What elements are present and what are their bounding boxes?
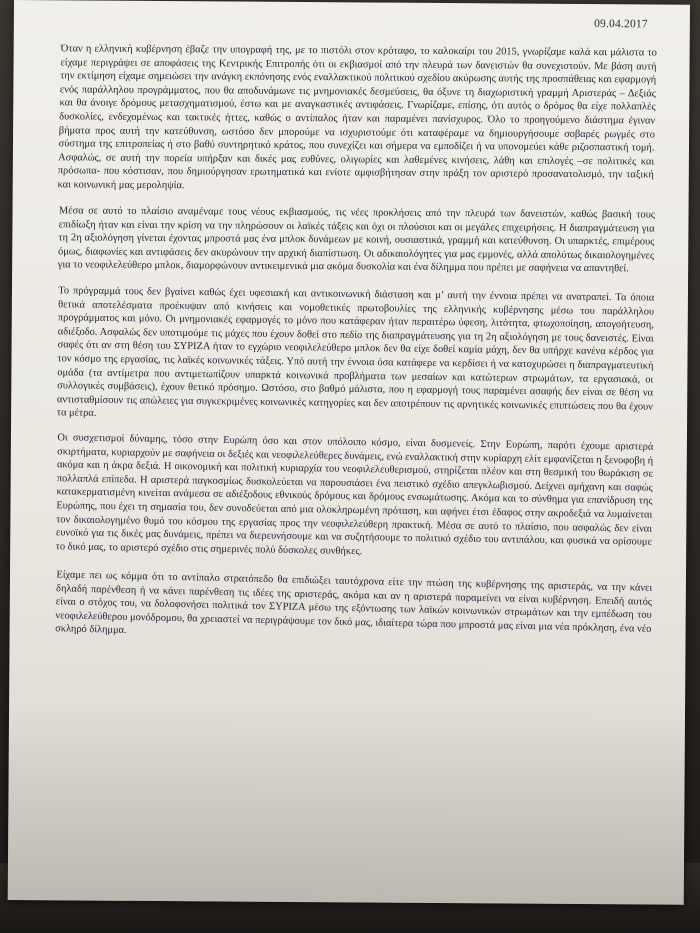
- paper-shadow: [8, 700, 685, 905]
- paragraph-3: Το πρόγραμμά τους δεν βγαίνει καθώς έχει υφεσιακή και αντικοινωνική διάσταση και μ’ αυτή την έννοια πρέπει να ανατραπεί. Τα όποια θετικά αποτελέσματα προέκυψαν από κινήσεις και νομοθετικές πρωτοβουλίες της ελληνικής κυβέρνησης μέσω του παράλληλου προγράμματος και μόνο. Οι μνημονιακές εφαρμογές το μόνο που κατάφεραν ήταν περαιτέρω ύφεση, λιτότητα, φτωχοποίηση, απογοήτευση, αδιέξοδο. Ασφαλώς δεν υποτιμούμε τις μάχες που έχουν δοθεί στο πεδίο της διαπραγμάτευσης για τη 2η αξιολόγηση με τους δανειστές. Είναι σαφές ότι αν στη θέση του ΣΥΡΙΖΑ ήταν το εγχώριο νεοφιλελεύθερο μπλοκ δεν θα είχε δοθεί καμία μάχη, δεν θα υπήρχε κανένα κέρδος για τον κόσμο της εργασίας, τις λαϊκές κοινωνικές τάξεις. Υπό αυτή την έννοια όσα κατάφερε να κερδίσει ή να κατοχυρώσει η διαπραγματευτική ομάδα (τα αντίμετρα που αντιμετωπίζουν υπαρκτά κοινωνικά προβλήματα των μεσαίων και κατώτερων στρωμάτων, τα εργασιακά, οι συλλογικές συμβάσεις), έχουν θετικό πρόσημο. Ωστόσο, στο βαθμό μάλιστα, που η εφαρμογή τους παραμένει ασαφής δεν είναι σε θέση να αντισταθμίσουν τις απώλειες για συγκεκριμένες κοινωνικές κατηγορίες και δεν αποτρέπουν τις αρνητικές κοινωνικές επιπτώσεις που θα έχουν τα μέτρα.: [56, 284, 655, 419]
- document-page: [8, 0, 690, 905]
- paragraph-4: Οι συσχετισμοί δύναμης, τόσο στην Ευρώπη όσο και στον υπόλοιπο κόσμο, είναι δυσμενείς. Στην Ευρώπη, παρότι έχουμε αριστερά σκιρτήματα, κυριαρχούν με σαφήνεια οι δεξιές και νεοφιλελεύθερες δυνάμεις, ενώ εναλλακτική στην κυρίαρχη ελίτ εμφανίζεται η ξενοφοβη ή ακόμα και η άκρα δεξιά. Η οικονομική και πολιτική κυριαρχία του νεοφιλελευθερισμού, στηρίζεται πλέον και στη θεσμική του θωράκιση σε πολλαπλά επίπεδα. Η αριστερά παγκοσμίως δυσκολεύεται να παρουσιάσει ένα πειστικό σχέδιο απεγκλωβισμού. Δείχνει αμήχανη και σαφώς κατακερματισμένη κινείται ανάμεσα σε αδιέξοδους εθνικούς δρόμους και δρόμους ενσωμάτωσης. Ακόμα και το σύνθημα για επανίδρυση της Ευρώπης, που έχει τη σημασία του, δεν συνοδεύεται από μια ολοκληρωμένη πρόταση, και αφήνει έτσι έδαφος στην ακροδεξιά να λυμαίνεται τον δικαιολογημένο θυμό του κόσμου της εργασίας προς την νεοφιλελεύθερη πρακτική. Μέσα σε αυτό το πλαίσιο, που ασφαλώς δεν είναι ευνοϊκό για τις δικές μας δυνάμεις, πρέπει να διερευνήσουμε και να συζητήσουμε το πολιτικό σχέδιο του αντιπάλου, και φυσικά να ορίσουμε το δικό μας, το αριστερό σχέδιο στις σημερινές πολύ δύσκολες συνθήκες.: [55, 432, 654, 558]
- paragraph-5: Είχαμε πει ως κόμμα ότι το αντίπαλο στρατόπεδο θα επιδιώξει ταυτόχρονα είτε την πτώση της κυβέρνησης της αριστεράς, να την κάνει δηλαδή παρένθεση ή να κάνει παρένθεση τις ιδέες της αριστεράς, ακόμα και αν η αριστερά παραμείνει να είναι κυβέρνηση. Επειδή αυτός είναι ο στόχος του, να δολοφονήσει πολιτικά τον ΣΥΡΙΖΑ μέσω της εξόντωσης των λαϊκών κοινωνικών στρωμάτων και την εμπέδωση του νεοφιλελεύθερου μονόδρομου, θα χρειαστεί να περιγράψουμε τον δικό μας, ιδιαίτερα τώρα που μπροστά μας είναι μια νέα πρόκληση, ένα νέο σκληρό δίλημμα.: [55, 569, 653, 637]
- paragraph-1: Όταν η ελληνική κυβέρνηση έβαζε την υπογραφή της, με το πιστόλι στον κρόταφο, το καλοκαίρι του 2015, γνωρίζαμε καλά και μάλιστα το είχαμε περιγράψει σε αποφάσεις της Κεντρικής Επιτροπής ότι οι εκβιασμοί από την πλευρά των δανειστών θα συνεχιστούν. Με βάση αυτή την εκτίμηση είχαμε σημειώσει την ανάγκη εκπόνησης ενός εναλλακτικού πολιτικού σχεδίου ακύρωσης αυτής της προσπάθειας και εφαρμογή ενός παράλληλου προγράμματος, που θα αποδυνάμωνε τις μνημονιακές δεσμεύσεις, θα όξυνε τη διαχωριστική γραμμή Αριστεράς – Δεξιάς και θα άνοιγε δρόμους μετασχηματισμού, έστω και με αναγκαστικές αντιφάσεις. Γνωρίζαμε, επίσης, ότι αυτός ο δρόμος θα είχε πολλαπλές δυσκολίες, ενδεχομένως και τακτικές ήττες, καθώς ο αντίπαλος ήταν και παραμένει πανίσχυρος. Όλο το προηγούμενο διάστημα έγιναν βήματα προς αυτή την κατεύθυνση, ωστόσο δεν μπορούμε να ισχυριστούμε ότι καταφέραμε να δημιουργήσουμε σοβαρές ρωγμές στο σύστημα της επιτροπείας ή στο βαθύ συντηρητικό κράτος, που συνεχίζει και σήμερα να εμποδίζει ή να υπονομεύει κάθε ριζοσπαστική τομή. Ασφαλώς, σε αυτή την πορεία υπήρξαν και δικές μας ευθύνες, ολιγωρίες και λαθεμένες κινήσεις, λάθη και επιλογές –σε πολιτικές και πρόσωπα- που κόστισαν, που δημιούργησαν ερωτηματικά και ενίοτε αμφισβήτησαν στην πράξη τον αριστερό προσανατολισμό, την ταξική και κοινωνική μας μεροληψία.: [57, 43, 657, 192]
- document-date: 09.04.2017: [594, 18, 648, 31]
- document-body: [55, 42, 655, 652]
- paragraph-2: Μέσα σε αυτό το πλαίσιο αναμέναμε τους νέους εκβιασμούς, τις νέες προκλήσεις από την πλευρά των δανειστών, καθώς βασική τους επιδίωξη ήταν και είναι την κρίση να την πληρώσουν οι λαϊκές τάξεις και όχι οι πλούσιοι και οι μεγάλες επιχειρήσεις. Η διαπραγμάτευση για τη 2η αξιολόγηση γίνεται έχοντας μπροστά μας ένα μπλοκ δυνάμεων με κοινή, ουσιαστικά, γραμμή και κατεύθυνση. Οι υπαρκτές, επιμέρους όμως, διαφωνίες και αντιφάσεις δεν ακυρώνουν την αρχική διαπίστωση. Οι αδικαιολόγητες για μας εμμονές, αλλά απολύτως δικαιολογημένες για το νεοφιλελεύθερο μπλοκ, διαμορφώνουν αντικειμενικά μια ακόμα δυσκολία και ένα δίλημμα που πρέπει με σαφήνεια να απαντηθεί.: [57, 204, 656, 275]
